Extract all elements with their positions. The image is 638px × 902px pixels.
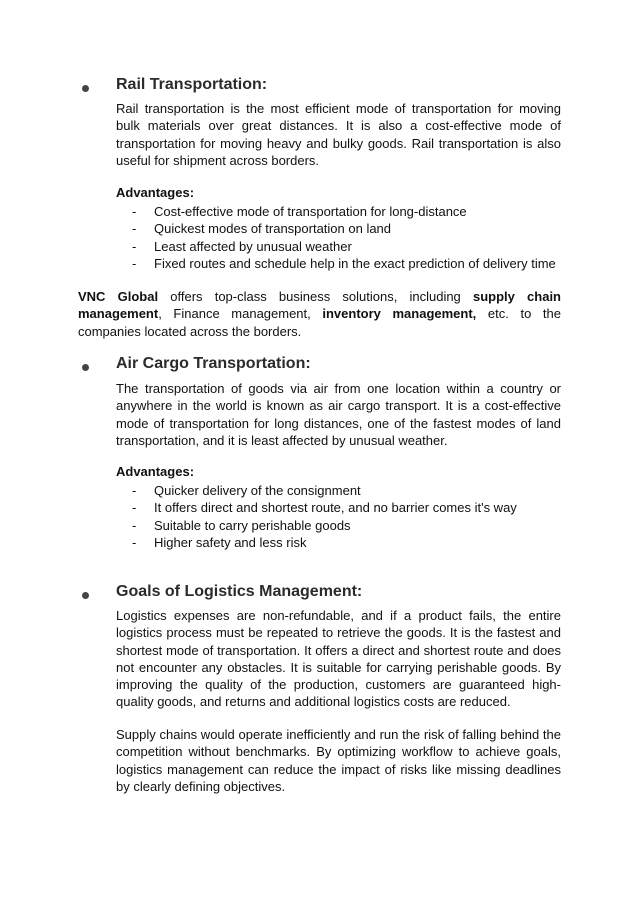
bullet-icon [82,364,89,371]
goals-body-2: Supply chains would operate inefficiently and run the risk of falling behind the competition without benchmarks. By optimizing workflow to achieve goals, logistics management can reduce the impact of risks like missing deadlines by clearly defining objectives. [116,727,561,794]
list-item: - Cost-effective mode of transportation for long-distance [132,204,467,219]
air-heading: Air Cargo Transportation: [116,355,311,372]
list-item: - Quickest modes of transportation on land [132,221,392,237]
list-item: - Higher safety and less risk [132,534,307,550]
rail-heading: Rail Transportation: [116,76,268,93]
rail-section [0,76,638,100]
vnc-paragraph: VNC Global offers top-class business solutions, including supply chain management, Finance management, inventory management, etc. to the companies located across the borders. [78,289,561,339]
vnc-company-name: VNC Global [78,289,159,304]
bullet-icon [82,592,89,599]
list-item: - It offers direct and shortest route, and no barrier comes it's way [132,500,517,516]
inventory-management-term: inventory management, [322,306,477,322]
air-heading-row [0,355,638,379]
bullet-icon [82,85,89,92]
air-advantages-list [116,482,576,551]
list-item: - Fixed routes and schedule help in the exact prediction of delivery time [132,255,556,271]
rail-advantages-list [116,203,576,272]
list-item: - Least affected by unusual weather [132,238,352,254]
goals-heading-row [0,583,638,607]
goals-section [0,583,638,607]
list-item: - Suitable to carry perishable goods [132,517,351,533]
supply-chain-management-term: supply chain management [78,289,561,322]
rail-advantages-label: Advantages: [116,185,195,200]
air-advantages-label: Advantages: [116,464,195,479]
goals-body-1: Logistics expenses are non-refundable, and if a product fails, the entire logistics process must be repeated to retrieve the goods. It is the fastest and shortest mode of transportation. It offers a direct and shortest route and does not encounter any obstacles. It is suitable for carrying perishable goods. By improving the quality of the production, customers are guaranteed high-quality goods, and returns and additional logistics costs are reduced. [116,608,561,710]
air-body: The transportation of goods via air from one location within a country or anywhere in the world is known as air cargo transport. It is a cost-effective mode of transportation for long distances, one of the fastest modes of land transportation, and it is least affected by unusual weather. [116,381,561,448]
air-section [0,355,638,379]
rail-heading-row [0,76,638,100]
list-item: - Quicker delivery of the consignment [132,483,361,498]
rail-body: Rail transportation is the most efficient mode of transportation for moving bulk materials over great distances. It is also a cost-effective mode of transportation for moving heavy and bulky goods. Rail transportation is also useful for shipment across borders. [116,101,561,168]
goals-heading: Goals of Logistics Management: [116,583,363,600]
